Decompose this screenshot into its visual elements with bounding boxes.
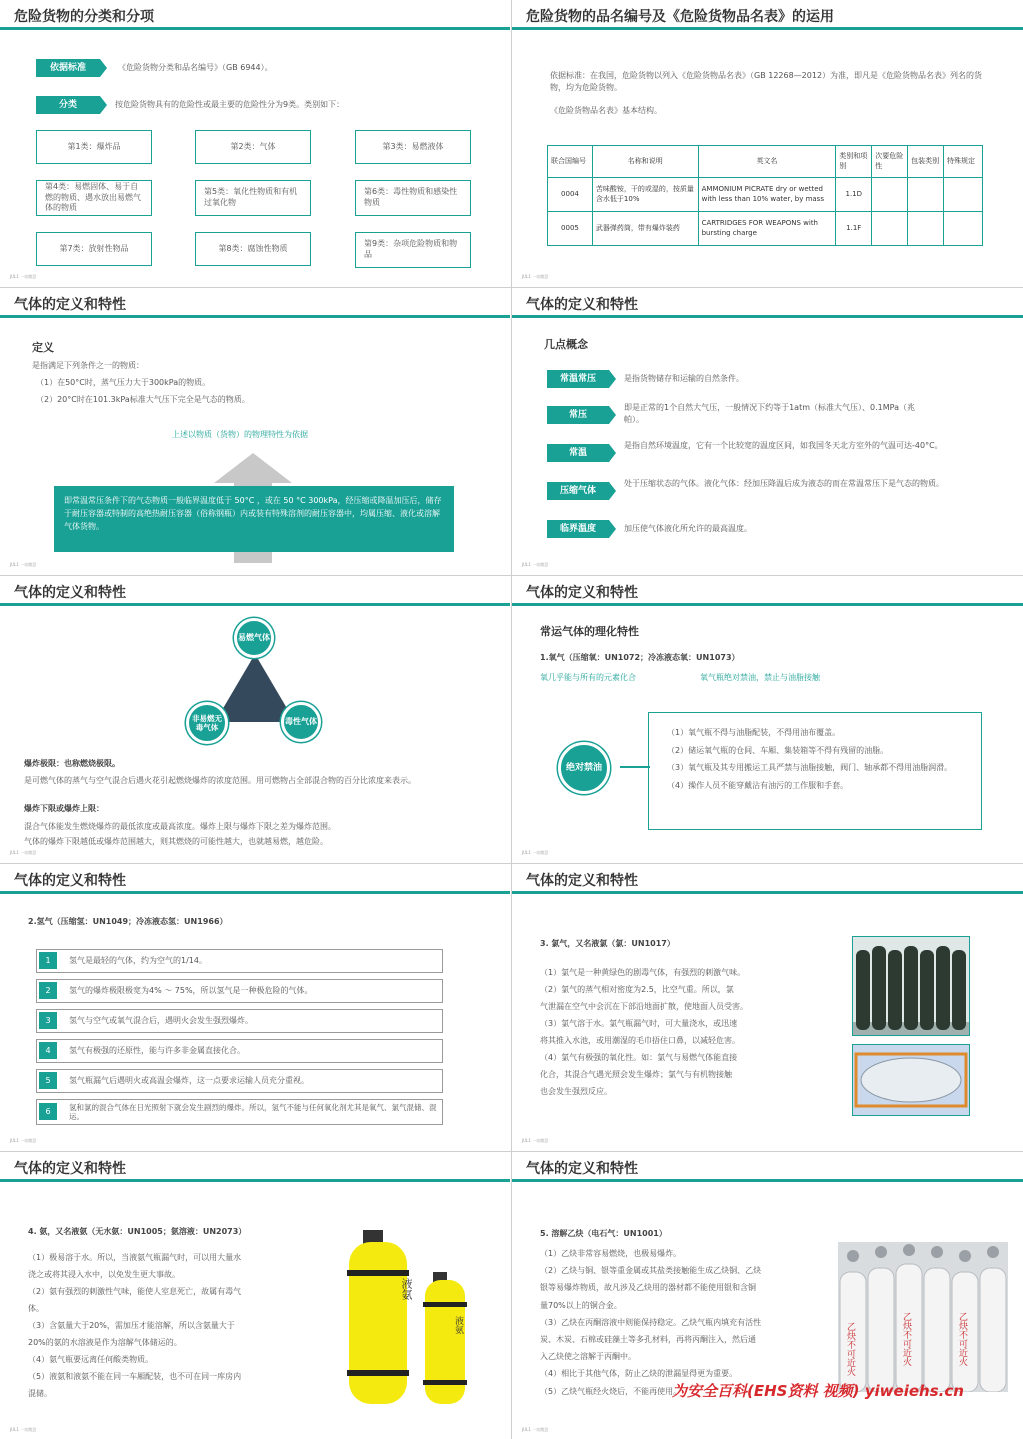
table-cell: CARTRIDGES FOR WEAPONS with bursting charge bbox=[698, 212, 836, 246]
definition-heading: 定义 bbox=[32, 341, 54, 354]
nonflammable-gas-circle: 非易燃无毒气体 bbox=[186, 702, 228, 744]
title-underline bbox=[512, 1179, 1023, 1182]
rules-box bbox=[648, 712, 982, 830]
class-text: 按危险货物具有的危险性或最主要的危险性分为9类。类别如下： bbox=[115, 100, 345, 109]
text-line: （4）氯气有极强的氧化性。如：氯气与易燃气体能直接 bbox=[540, 1053, 738, 1062]
class-box: 第4类：易燃固体、易于自燃的物质、遇水放出易燃气体的物质 bbox=[36, 180, 152, 216]
table-header: 类别和项别 bbox=[836, 146, 872, 178]
definition-line: 是指满足下列条件之一的物质： bbox=[32, 361, 144, 370]
hydrogen-subtitle: 2.氢气（压缩氢：UN1049；冷冻液态氢：UN1966） bbox=[28, 917, 228, 926]
slide-acetylene bbox=[512, 1152, 1023, 1439]
chlorine-subtitle: 3. 氯气，又名液氯（氯：UN1017） bbox=[540, 939, 675, 948]
class-box: 第7类：放射性物品 bbox=[36, 232, 152, 266]
slide-title: 气体的定义和特性 bbox=[526, 1161, 638, 1177]
slide-oxygen bbox=[512, 576, 1023, 862]
cylinder-label: 乙炔不可近火 bbox=[957, 1312, 967, 1366]
class-box: 第2类：气体 bbox=[195, 130, 311, 164]
text-line: 浇之或将其浸入水中，以免发生更大事故。 bbox=[28, 1270, 180, 1279]
item-text: 氢气瓶漏气后遇明火或高温会爆炸，这一点要求运输人员充分重视。 bbox=[69, 1075, 309, 1085]
text-line: （1）极易溶于水。所以，当液氨气瓶漏气时，可以用大量水 bbox=[28, 1253, 242, 1262]
footer: JUL1 一站微盘 bbox=[10, 850, 37, 855]
slide-title: 气体的定义和特性 bbox=[14, 1161, 126, 1177]
cylinder-label: 乙炔不可近火 bbox=[845, 1322, 855, 1376]
tag-standard: 依据标准 bbox=[36, 59, 100, 77]
item-number: 5 bbox=[39, 1072, 57, 1089]
item-number: 2 bbox=[39, 982, 57, 999]
text-line: （3）含氨量大于20%，需加压才能溶解，所以含氨量大于 bbox=[28, 1321, 235, 1330]
concepts-heading: 几点概念 bbox=[544, 338, 588, 351]
slide-title: 危险货物的品名编号及《危险货物品名表》的运用 bbox=[526, 9, 834, 25]
table-cell bbox=[872, 178, 908, 212]
table-header: 特殊规定 bbox=[944, 146, 983, 178]
list-item bbox=[36, 1069, 443, 1093]
definition-line: （1）在50°C时，蒸气压力大于300kPa的物质。 bbox=[36, 378, 211, 387]
slide-title: 气体的定义和特性 bbox=[14, 873, 126, 889]
slide-title: 气体的定义和特性 bbox=[526, 873, 638, 889]
table-cell: 1.1D bbox=[836, 178, 872, 212]
table-row bbox=[548, 178, 983, 212]
table-cell: 0004 bbox=[548, 178, 593, 212]
chlorine-text bbox=[540, 964, 748, 1100]
slide-concepts bbox=[512, 288, 1023, 574]
hazard-table bbox=[547, 145, 983, 246]
footer: JUL1 一站微盘 bbox=[522, 562, 549, 567]
slide-ammonia bbox=[0, 1152, 510, 1439]
structure-text: 《危险货物品名表》基本结构。 bbox=[550, 106, 662, 115]
text-line: （5）液氨和液氨不能在同一车厢配装，也不可在同一库房内 bbox=[28, 1372, 242, 1381]
cylinder-label: 液氨 bbox=[400, 1278, 413, 1300]
text-line: 入乙炔使之溶解于丙酮中。 bbox=[540, 1352, 636, 1362]
slide-title: 气体的定义和特性 bbox=[526, 297, 638, 313]
oxygen-note: 氧气瓶绝对禁油，禁止与油脂接触 bbox=[700, 673, 820, 682]
slide-title: 气体的定义和特性 bbox=[526, 585, 638, 601]
item-text: 氢气有极强的还原性，能与许多非金属直接化合。 bbox=[69, 1045, 245, 1055]
table-cell: 0005 bbox=[548, 212, 593, 246]
rule-item: （3）氧气瓶及其专用搬运工具严禁与油脂接触，阀门、轴承都不得用油脂润滑。 bbox=[667, 763, 953, 773]
table-header: 联合国编号 bbox=[548, 146, 593, 178]
footer: JUL1 一站微盘 bbox=[10, 1138, 37, 1143]
concept-tag: 临界温度 bbox=[547, 520, 609, 538]
slide-title: 气体的定义和特性 bbox=[14, 297, 126, 313]
acetylene-subtitle: 5. 溶解乙炔（电石气：UN1001） bbox=[540, 1229, 667, 1238]
acetylene-cylinders-image bbox=[838, 1242, 1008, 1392]
list-item bbox=[36, 979, 443, 1003]
table-header: 包装类别 bbox=[908, 146, 944, 178]
table-header: 名称和说明 bbox=[592, 146, 698, 178]
table-cell: 1.1F bbox=[836, 212, 872, 246]
text-line: （4）相比于其他气体，防止乙炔的泄漏显得更为重要。 bbox=[540, 1369, 738, 1379]
definition-line: （2）20°C时在101.3kPa标准大气压下完全是气态的物质。 bbox=[36, 395, 250, 404]
oxygen-note: 氧几乎能与所有的元素化合 bbox=[540, 673, 636, 682]
title-underline bbox=[0, 1179, 510, 1182]
ammonia-subtitle: 4. 氨，又名液氨（无水氨：UN1005；氨溶液：UN2073） bbox=[28, 1227, 247, 1236]
footer: JUL1 一站微盘 bbox=[522, 1138, 549, 1143]
slide-gas-types bbox=[0, 576, 510, 862]
physical-note: 上述以物质（货物）的物理特性为依据 bbox=[172, 430, 308, 439]
footer: JUL1 一站微盘 bbox=[522, 850, 549, 855]
title-underline bbox=[0, 891, 510, 894]
item-text: 氢气是最轻的气体，约为空气的1/14。 bbox=[69, 955, 207, 965]
list-item bbox=[36, 949, 443, 973]
cylinder-label: 液氨 bbox=[453, 1316, 463, 1334]
class-box: 第3类：易燃液体 bbox=[355, 130, 471, 164]
text-line: 将其推入水池，或用潮湿的毛巾捂住口鼻，以减轻危害。 bbox=[540, 1036, 740, 1045]
title-underline bbox=[0, 315, 510, 318]
class-box: 第5类：氧化性物质和有机过氧化物 bbox=[195, 180, 311, 216]
explosion-limit-heading: 爆炸极限：也称燃烧极限。 bbox=[24, 759, 120, 768]
title-underline bbox=[512, 891, 1023, 894]
limit-heading: 爆炸下限或爆炸上限： bbox=[24, 804, 104, 813]
item-number: 6 bbox=[39, 1103, 57, 1120]
no-oil-circle: 绝对禁油 bbox=[558, 742, 610, 794]
text-line: （1）氯气是一种黄绿色的剧毒气体，有强烈的刺激气味。 bbox=[540, 968, 746, 977]
slide-naming bbox=[512, 0, 1023, 286]
tag-class: 分类 bbox=[36, 96, 100, 114]
item-text: 氢气的爆炸极限极宽为4% ～ 75%，所以氢气是一种极危险的气体。 bbox=[69, 985, 313, 995]
text-line: 量70%以上的铜合金。 bbox=[540, 1300, 622, 1310]
text-line: （3）乙炔在丙酮溶液中则能保持稳定。乙炔气瓶内填充有活性 bbox=[540, 1317, 762, 1327]
concept-tag: 常温常压 bbox=[547, 370, 609, 388]
list-item bbox=[36, 1009, 443, 1033]
table-cell bbox=[908, 212, 944, 246]
class-box: 第6类：毒性物质和感染性物质 bbox=[355, 180, 471, 216]
text-line: 20%的氨的水溶液是作为溶解气体储运的。 bbox=[28, 1338, 182, 1347]
slide-title: 危险货物的分类和分项 bbox=[14, 9, 154, 25]
rule-item: （1）氧气瓶不得与油脂配装，不得用油布覆盖。 bbox=[667, 728, 841, 737]
explosion-limit-text: 是可燃气体的蒸气与空气混合后遇火花引起燃烧爆炸的浓度范围。用可燃物占全部混合物的百分比浓度来表示。 bbox=[24, 776, 416, 785]
title-underline bbox=[0, 27, 510, 30]
title-underline bbox=[512, 315, 1023, 318]
table-cell: 武器弹药筒，带有爆炸装药 bbox=[592, 212, 698, 246]
item-text: 氢和氯的混合气体在日光照射下就会发生剧烈的爆炸。所以，氢气不能与任何氧化剂尤其是氧气、氯气混储、混运。 bbox=[69, 1102, 437, 1121]
toxic-gas-circle: 毒性气体 bbox=[281, 702, 321, 742]
concept-text: 加压使气体液化所允许的最高温度。 bbox=[624, 524, 752, 533]
table-cell bbox=[872, 212, 908, 246]
slide-title: 气体的定义和特性 bbox=[14, 585, 126, 601]
acetylene-text bbox=[540, 1245, 761, 1400]
text-line: 混储。 bbox=[28, 1389, 52, 1398]
table-cell bbox=[908, 178, 944, 212]
tank-container-image bbox=[852, 1044, 970, 1116]
concept-text: 处于压缩状态的气体。液化气体：经加压降温后成为液态的而在常温常压下是气态的物质。 bbox=[624, 479, 944, 488]
text-line: 化合，其混合气遇光照会发生爆炸；氯气与有机物接触 bbox=[540, 1070, 732, 1079]
item-number: 1 bbox=[39, 952, 57, 969]
standard-text: 《危险货物分类和品名编号》（GB 6944）。 bbox=[118, 63, 273, 72]
text-line: 炭、木炭、石棉或硅藻土等多孔材料，再将丙酮注入，然后通 bbox=[540, 1335, 756, 1345]
text-line: （2）乙炔与铜、银等重金属或其盐类接触能生成乙炔铜、乙炔 bbox=[540, 1266, 762, 1276]
text-line: 气泄漏在空气中会沉在下部沿地面扩散，使地面人员受害。 bbox=[540, 1002, 748, 1011]
table-cell bbox=[944, 212, 983, 246]
slide-chlorine bbox=[512, 864, 1023, 1150]
rule-list bbox=[667, 727, 972, 791]
item-number: 3 bbox=[39, 1012, 57, 1029]
text-line: （4）氨气瓶要远离任何酸类物质。 bbox=[28, 1355, 154, 1364]
cylinder-label: 乙炔不可近火 bbox=[901, 1312, 911, 1366]
slide-classification bbox=[0, 0, 510, 286]
class-box: 第9类：杂项危险物质和物品 bbox=[355, 232, 471, 268]
footer: JUL1 一站微盘 bbox=[522, 274, 549, 279]
item-number: 4 bbox=[39, 1042, 57, 1059]
class-box: 第1类：爆炸品 bbox=[36, 130, 152, 164]
flammable-gas-circle: 易燃气体 bbox=[234, 618, 274, 658]
class-box: 第8类：腐蚀性物质 bbox=[195, 232, 311, 266]
list-item bbox=[36, 1099, 443, 1125]
footer: JUL1 一站微盘 bbox=[10, 1427, 37, 1432]
text-line: （2）氨有强烈的刺激性气味，能使人室息死亡，故属有毒气 bbox=[28, 1287, 242, 1296]
table-cell: 苦味酸铵，干的或湿的，按质量含水低于10% bbox=[592, 178, 698, 212]
properties-heading: 常运气体的理化特性 bbox=[540, 625, 639, 638]
table-header: 次要危险性 bbox=[872, 146, 908, 178]
critical-temp-box: 即常温常压条件下的气态物质一般临界温度低于 50°C ，或在 50 °C 300kPa，经压缩或降温加压后，储存于耐压容器或特制的高绝热耐压容器（俗称钢瓶）内或装有特殊溶剂的耐压容器中，均属压缩、液化或溶解气体货物。 bbox=[54, 486, 454, 552]
oxygen-subtitle: 1.氧气（压缩氧：UN1072；冷冻液态氧：UN1073） bbox=[540, 653, 740, 662]
text-line: （2）氯气的蒸气相对密度为2.5，比空气重。所以，氯 bbox=[540, 985, 734, 994]
concept-tag: 压缩气体 bbox=[547, 482, 609, 500]
ammonia-text bbox=[28, 1249, 241, 1402]
rule-item: （4）操作人员不能穿戴沾有油污的工作服和手套。 bbox=[667, 780, 849, 790]
concept-text: 是指货物储存和运输的自然条件。 bbox=[624, 374, 744, 383]
text-line: 银等易爆炸物质，故凡涉及乙炔用的器材都不能使用银和含铜 bbox=[540, 1283, 756, 1293]
connector-line bbox=[620, 766, 650, 768]
table-row bbox=[548, 212, 983, 246]
concept-text: 即是正常的1个自然大气压，一般情况下约等于1atm（标准大气压）、0.1MPa（兆帕）。 bbox=[624, 403, 916, 424]
text-line: 体。 bbox=[28, 1304, 44, 1313]
concept-text: 是指自然环境温度，它有一个比较宽的温度区间，如我国冬天北方室外的气温可达-40°C。 bbox=[624, 441, 943, 450]
concept-tag: 常温 bbox=[547, 444, 609, 462]
table-header: 英文名 bbox=[698, 146, 836, 178]
limit-text: 混合气体能发生燃烧爆炸的最低浓度或最高浓度。爆炸上限与爆炸下限之差为爆炸范围。 bbox=[24, 822, 336, 831]
text-line: （1）乙炔非常容易燃烧，也极易爆炸。 bbox=[540, 1249, 682, 1258]
list-item bbox=[36, 1039, 443, 1063]
text-line: （5）乙炔气瓶经火烧后，不能再使用。 bbox=[540, 1386, 682, 1396]
watermark: 为安全百科(EHS资料 视频) yiweiehs.cn bbox=[672, 1382, 964, 1400]
rule-item: （2）储运氧气瓶的仓间、车厢、集装箱等不得有残留的油脂。 bbox=[667, 745, 889, 755]
text-line: 也会发生强烈反应。 bbox=[540, 1087, 612, 1096]
footer: JUL1 一站微盘 bbox=[522, 1427, 549, 1432]
chlorine-cylinders-image bbox=[852, 936, 970, 1036]
table-cell bbox=[944, 178, 983, 212]
title-underline bbox=[0, 603, 510, 606]
standard-paragraph: 依据标准：在我国，危险货物以列入《危险货物品名表》（GB 12268—2012）为准，即凡是《危险货物品名表》列名的货物，均为危险货物。 bbox=[550, 71, 983, 92]
item-text: 氢气与空气或氧气混合后，遇明火会发生强烈爆炸。 bbox=[69, 1015, 253, 1025]
title-underline bbox=[512, 603, 1023, 606]
footer: JUL1 一站微盘 bbox=[10, 562, 37, 567]
slide-gas-definition bbox=[0, 288, 510, 574]
title-underline bbox=[512, 27, 1023, 30]
footer: JUL1 一站微盘 bbox=[10, 274, 37, 279]
limit-text: 气体的爆炸下限越低或爆炸范围越大，则其燃烧的可能性越大，也就越易燃，越危险。 bbox=[24, 837, 328, 846]
concept-tag: 常压 bbox=[547, 406, 609, 424]
text-line: （3）氯气溶于水。氯气瓶漏气时，可大量浇水，或迅速 bbox=[540, 1019, 738, 1028]
slide-hydrogen bbox=[0, 864, 510, 1150]
table-cell: AMMONIUM PICRATE dry or wetted with less than 10% water, by mass bbox=[698, 178, 836, 212]
